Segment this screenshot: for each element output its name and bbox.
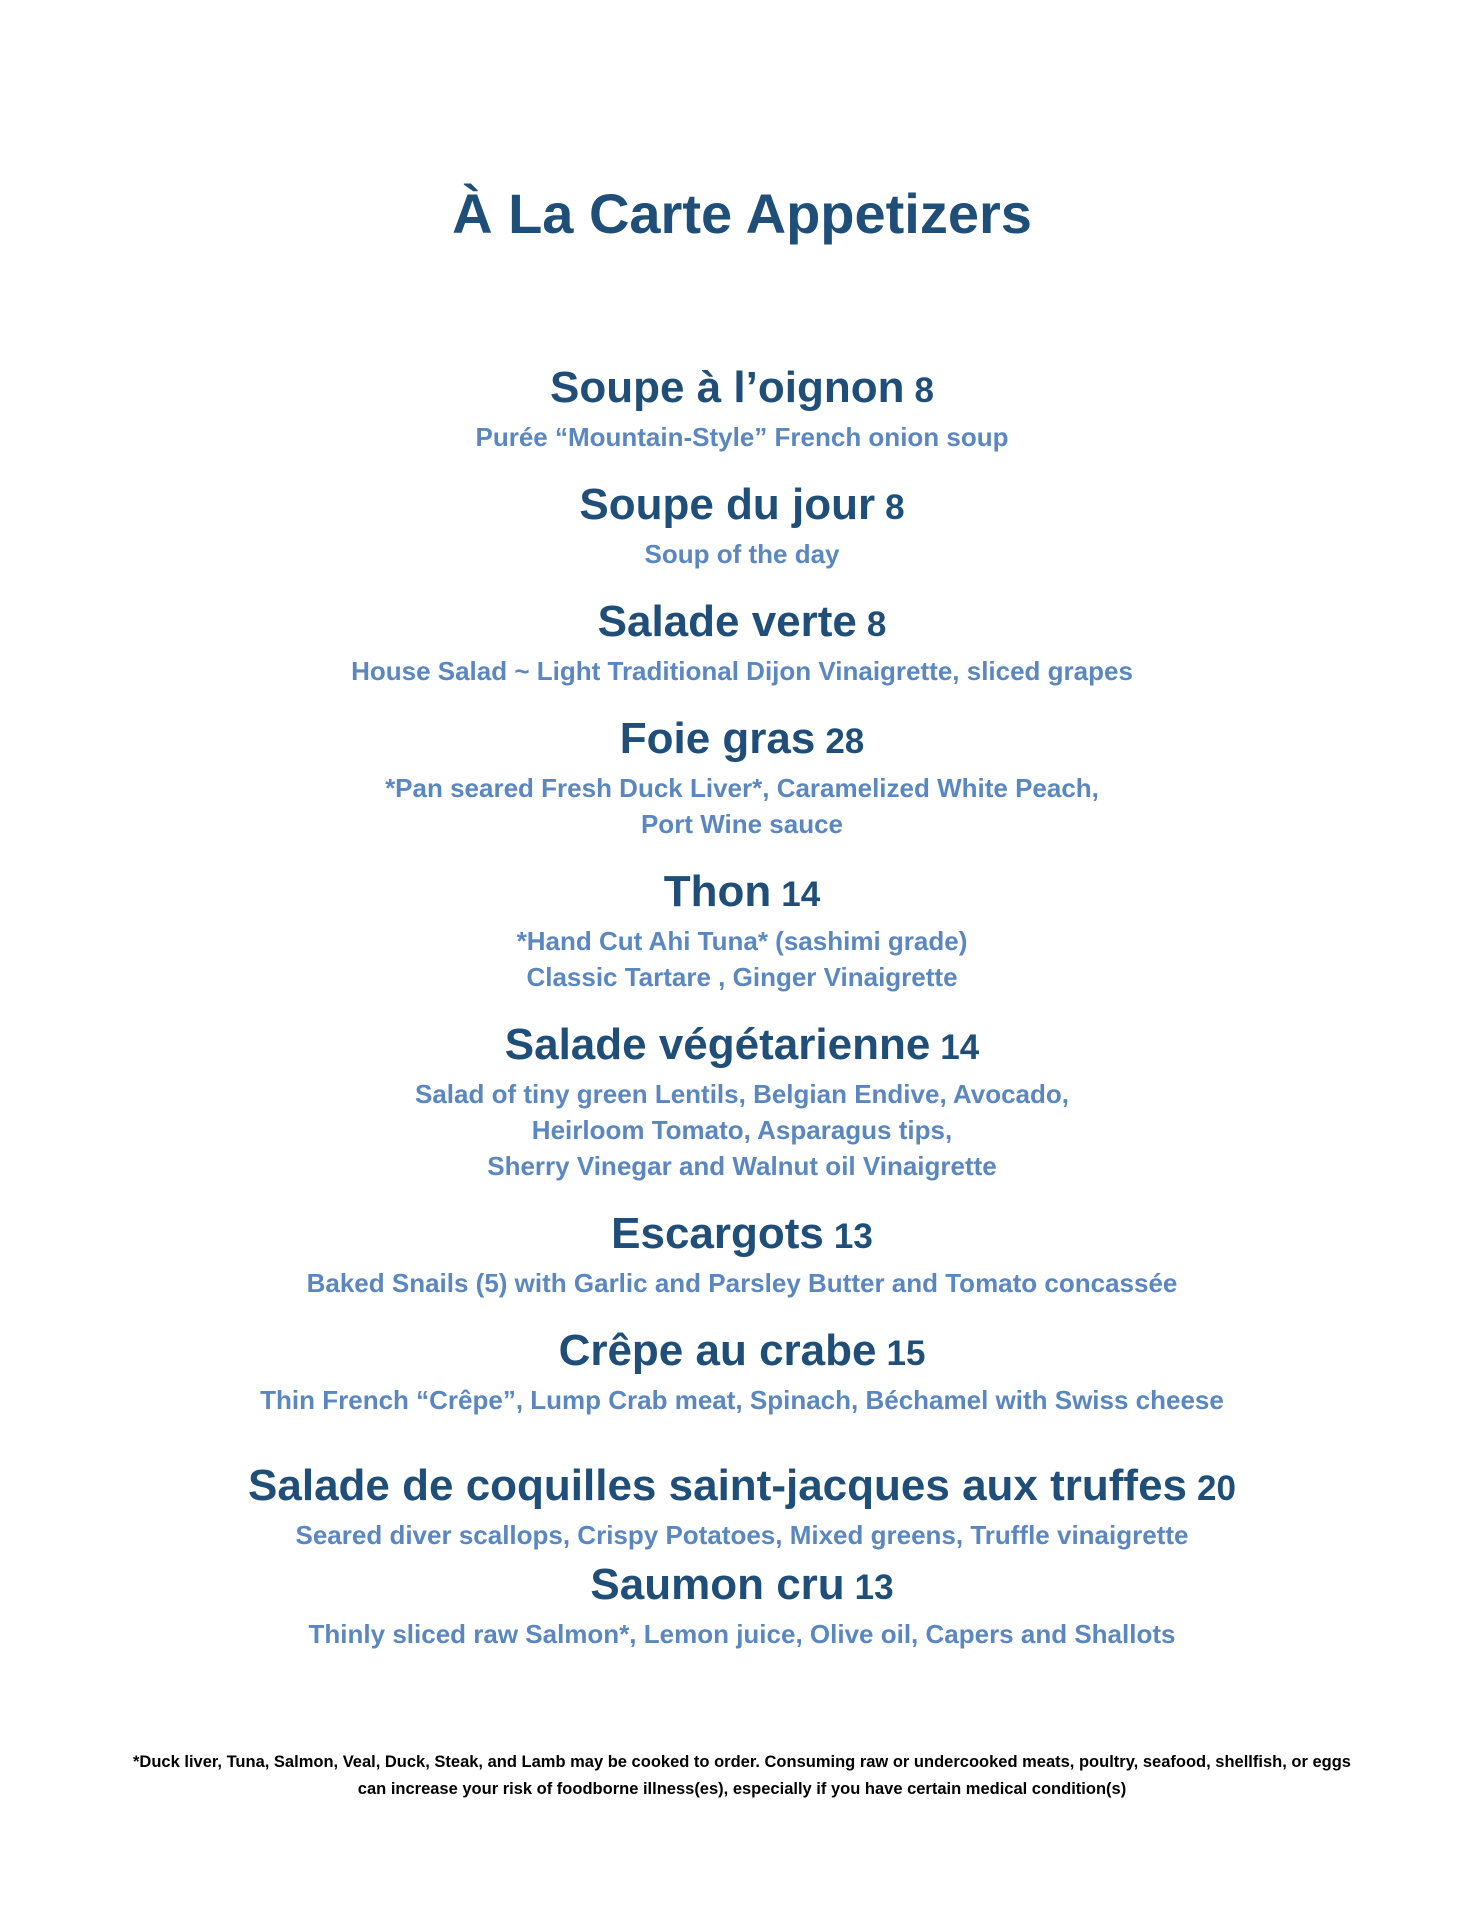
item-name: Crêpe au crabe <box>558 1326 877 1375</box>
menu-list <box>60 360 1424 1652</box>
item-description: Sherry Vinegar and Walnut oil Vinaigrette <box>487 1151 997 1181</box>
item-description: House Salad ~ Light Traditional Dijon Vinaigrette, sliced grapes <box>351 656 1133 686</box>
item-name: Saumon cru <box>590 1560 845 1609</box>
item-heading <box>60 711 1424 770</box>
item-price: 13 <box>833 1217 873 1256</box>
item-name: Salade verte <box>597 597 857 646</box>
item-name: Escargots <box>611 1209 824 1258</box>
item-price: 28 <box>825 722 865 761</box>
item-description: Thinly sliced raw Salmon*, Lemon juice, Olive oil, Capers and Shallots <box>308 1619 1176 1649</box>
item-description: Salad of tiny green Lentils, Belgian Endive, Avocado, <box>415 1079 1069 1109</box>
item-description: Soup of the day <box>644 539 840 569</box>
item-price: 14 <box>940 1028 980 1067</box>
item-description: Heirloom Tomato, Asparagus tips, <box>531 1115 953 1145</box>
item-heading <box>60 1323 1424 1382</box>
item-name: Soupe à l’oignon <box>550 363 905 412</box>
item-price: 15 <box>886 1334 926 1373</box>
item-heading <box>60 1206 1424 1265</box>
item-heading <box>60 1557 1424 1616</box>
item-heading <box>60 477 1424 536</box>
menu-item-escargots <box>60 1206 1424 1301</box>
footnote-line: can increase your risk of foodborne illness(es), especially if you have certain medical condition(s) <box>357 1780 1127 1798</box>
item-description: *Pan seared Fresh Duck Liver*, Caramelized White Peach, <box>385 773 1099 803</box>
menu-item-salade-coquilles <box>60 1458 1424 1553</box>
item-price: 8 <box>866 605 887 644</box>
item-description: Thin French “Crêpe”, Lump Crab meat, Spinach, Béchamel with Swiss cheese <box>260 1385 1224 1415</box>
item-price: 8 <box>885 488 905 527</box>
page-title: À La Carte Appetizers <box>452 182 1032 245</box>
item-name: Thon <box>663 867 772 916</box>
item-description: Purée “Mountain-Style” French onion soup <box>475 422 1009 452</box>
item-price: 8 <box>914 371 934 410</box>
menu-item-crepe-au-crabe <box>60 1323 1424 1418</box>
item-name: Foie gras <box>619 714 816 763</box>
item-price: 14 <box>781 875 821 914</box>
item-description: Seared diver scallops, Crispy Potatoes, Mixed greens, Truffle vinaigrette <box>295 1520 1189 1550</box>
item-name: Salade végétarienne <box>504 1020 931 1069</box>
footnote-line: *Duck liver, Tuna, Salmon, Veal, Duck, Steak, and Lamb may be cooked to order. Consuming raw or undercooked meats, poultry, seafood, shellfish, or eggs <box>133 1753 1351 1771</box>
item-description: Classic Tartare , Ginger Vinaigrette <box>526 962 958 992</box>
item-heading <box>60 594 1424 653</box>
item-description: Port Wine sauce <box>640 809 844 839</box>
menu-item-saumon-cru <box>60 1557 1424 1652</box>
menu-item-soupe-oignon <box>60 360 1424 455</box>
menu-item-salade-vegetarienne <box>60 1017 1424 1184</box>
item-name: Soupe du jour <box>579 480 876 529</box>
menu-item-soupe-du-jour <box>60 477 1424 572</box>
menu-item-salade-verte <box>60 594 1424 689</box>
item-heading <box>60 1458 1424 1517</box>
item-heading <box>60 360 1424 419</box>
item-description: Baked Snails (5) with Garlic and Parsley Butter and Tomato concassée <box>306 1268 1178 1298</box>
item-description: *Hand Cut Ahi Tuna* (sashimi grade) <box>516 926 968 956</box>
item-heading <box>60 1017 1424 1076</box>
menu-item-thon <box>60 864 1424 995</box>
menu-item-foie-gras <box>60 711 1424 842</box>
item-heading <box>60 864 1424 923</box>
item-price: 13 <box>854 1568 894 1607</box>
item-name: Salade de coquilles saint-jacques aux truffes <box>248 1461 1188 1510</box>
allergy-footnote <box>40 1749 1444 1803</box>
item-price: 20 <box>1197 1469 1236 1508</box>
